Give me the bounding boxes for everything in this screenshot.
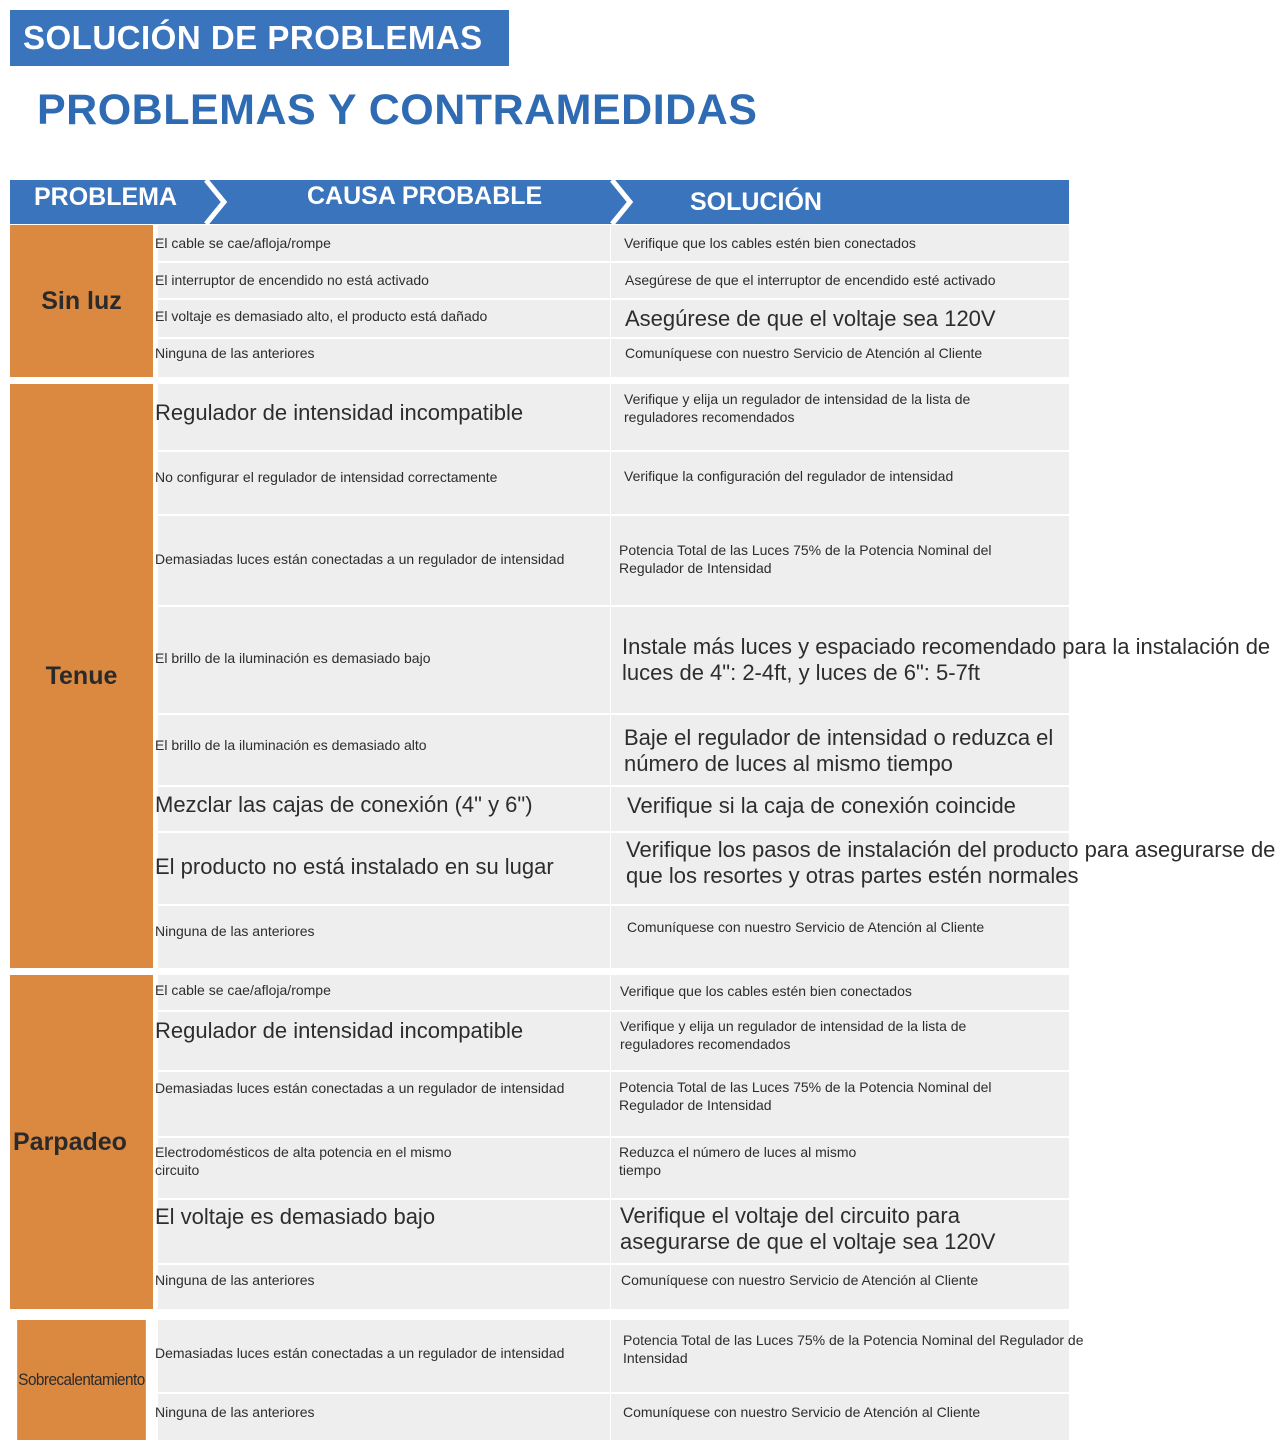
- problem-label: Sin luz: [10, 225, 153, 377]
- cause-cell: Mezclar las cajas de conexión (4" y 6"): [155, 792, 533, 818]
- solution-cell: Verifique el voltaje del circuito para asegurarse de que el voltaje sea 120V: [620, 1203, 996, 1254]
- cause-cell: Demasiadas luces están conectadas a un regulador de intensidad: [155, 550, 565, 567]
- solution-cell: Comuníquese con nuestro Servicio de Atención al Cliente: [625, 344, 983, 361]
- solution-cell: Verifique los pasos de instalación del producto para asegurarse de que los resortes y otras partes estén normales: [626, 837, 1276, 888]
- solution-cell: Verifique que los cables estén bien conectados: [620, 982, 912, 999]
- cause-cell: El brillo de la iluminación es demasiado alto: [155, 736, 427, 753]
- solution-cell: Asegúrese de que el interruptor de encendido esté activado: [625, 272, 996, 289]
- cause-cell: Electrodomésticos de alta potencia en el mismo circuito: [155, 1143, 452, 1178]
- problem-label: Tenue: [10, 384, 153, 968]
- table-header: [10, 180, 1069, 224]
- solution-cell: Asegúrese de que el voltaje sea 120V: [625, 306, 996, 332]
- cause-cell: Ninguna de las anteriores: [155, 344, 315, 361]
- solution-cell: Comuníquese con nuestro Servicio de Atención al Cliente: [621, 1271, 979, 1288]
- solution-cell: Verifique y elija un regulador de intensidad de la lista de reguladores recomendados: [624, 390, 971, 425]
- solution-cell: Reduzca el número de luces al mismo tiempo: [619, 1143, 857, 1178]
- cause-cell: Ninguna de las anteriores: [155, 1271, 315, 1288]
- header-solution: SOLUCIÓN: [690, 188, 822, 216]
- problem-label: Sobrecalentamiento: [17, 1320, 146, 1440]
- cause-cell: El cable se cae/afloja/rompe: [155, 234, 331, 251]
- section-banner: SOLUCIÓN DE PROBLEMAS: [10, 10, 509, 66]
- cause-cell: El brillo de la iluminación es demasiado bajo: [155, 649, 431, 666]
- cause-cell: No configurar el regulador de intensidad correctamente: [155, 468, 498, 485]
- problem-label: Parpadeo: [10, 975, 153, 1309]
- solution-cell: Verifique si la caja de conexión coincide: [627, 793, 1016, 819]
- solution-cell: Instale más luces y espaciado recomendado para la instalación de luces de 4": 2-4ft, y luces de 6": 5-7ft: [622, 634, 1271, 685]
- cause-cell: Demasiadas luces están conectadas a un regulador de intensidad: [155, 1344, 565, 1361]
- solution-cell: Potencia Total de las Luces 75% de la Potencia Nominal del Regulador de Intensidad: [619, 541, 992, 576]
- solution-cell: Potencia Total de las Luces 75% de la Potencia Nominal del Regulador de Intensidad: [623, 1331, 1084, 1366]
- solution-cell: Potencia Total de las Luces 75% de la Potencia Nominal del Regulador de Intensidad: [619, 1078, 992, 1113]
- cause-cell: Regulador de intensidad incompatible: [155, 400, 524, 426]
- header-problem: PROBLEMA: [34, 183, 178, 211]
- solution-cell: Comuníquese con nuestro Servicio de Atención al Cliente: [627, 918, 985, 935]
- cause-cell: Regulador de intensidad incompatible: [155, 1018, 524, 1044]
- cause-cell: El voltaje es demasiado bajo: [155, 1204, 436, 1230]
- cause-cell: Ninguna de las anteriores: [155, 922, 315, 939]
- cause-cell: El cable se cae/afloja/rompe: [155, 981, 331, 998]
- cause-cell: El voltaje es demasiado alto, el producto está dañado: [155, 308, 488, 325]
- page-title: PROBLEMAS Y CONTRAMEDIDAS: [37, 86, 758, 134]
- solution-cell: Verifique la configuración del regulador de intensidad: [624, 467, 954, 484]
- solution-cell: Verifique y elija un regulador de intensidad de la lista de reguladores recomendados: [620, 1017, 967, 1052]
- cause-cell: Demasiadas luces están conectadas a un regulador de intensidad: [155, 1079, 565, 1096]
- header-cause: CAUSA PROBABLE: [307, 182, 543, 210]
- solution-cell: Verifique que los cables estén bien conectados: [624, 234, 916, 251]
- cause-cell: El interruptor de encendido no está activado: [155, 272, 429, 289]
- solution-cell: Comuníquese con nuestro Servicio de Atención al Cliente: [623, 1403, 981, 1420]
- solution-cell: Baje el regulador de intensidad o reduzca el número de luces al mismo tiempo: [624, 725, 1054, 776]
- cause-cell: El producto no está instalado en su lugar: [155, 854, 554, 880]
- cause-cell: Ninguna de las anteriores: [155, 1403, 315, 1420]
